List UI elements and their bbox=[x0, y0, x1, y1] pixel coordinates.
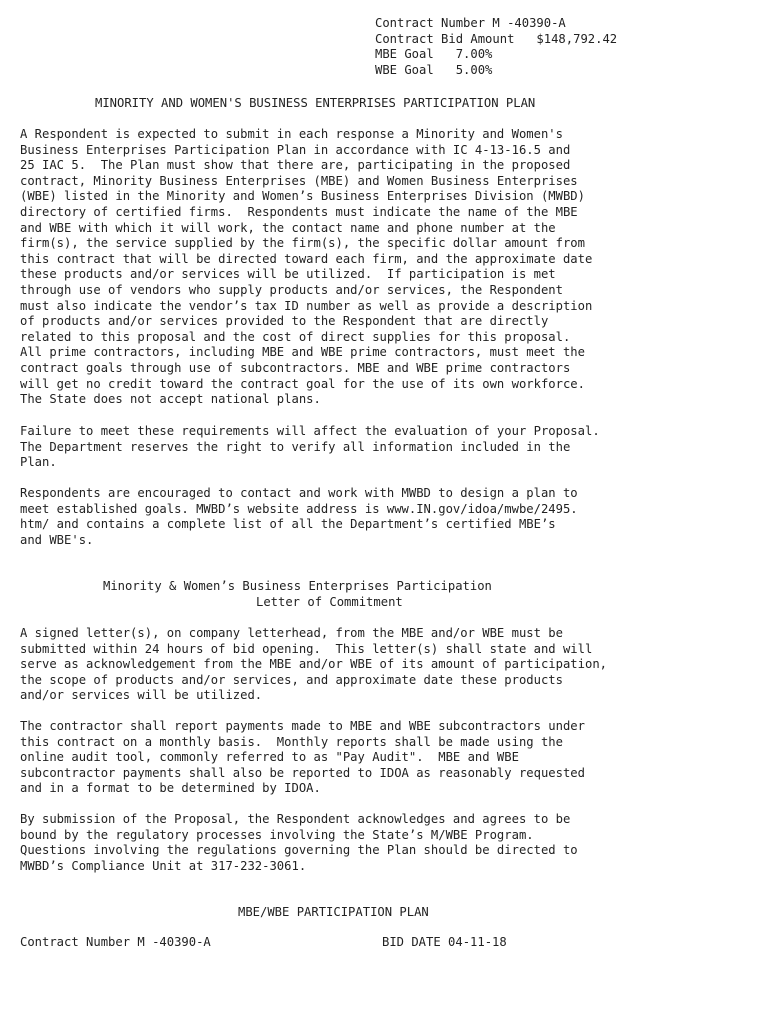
section2-title-line1: Minority & Women’s Business Enterprises Participation bbox=[103, 579, 492, 593]
text-line: Respondents are encouraged to contact and work with MWBD to design a plan to bbox=[20, 486, 578, 500]
text-line: and WBE with which it will work, the contact name and phone number at the bbox=[20, 220, 556, 235]
contract-bid-amount bbox=[375, 32, 617, 48]
wbe-goal: WBE Goal 5.00% bbox=[375, 62, 493, 77]
text-line: firm(s), the service supplied by the firm(s), the specific dollar amount from bbox=[20, 236, 585, 251]
section1-para3 bbox=[20, 486, 760, 548]
footer-bid-date: BID DATE 04-11-18 bbox=[382, 935, 507, 949]
text-line: and WBE's. bbox=[20, 532, 94, 547]
section2-para3 bbox=[20, 812, 760, 874]
footer-contract-number: Contract Number M -40390-A bbox=[20, 935, 211, 949]
text-line: 25 IAC 5. The Plan must show that there are, participating in the proposed bbox=[20, 158, 571, 173]
text-line: The State does not accept national plans. bbox=[20, 392, 321, 407]
text-line: and in a format to be determined by IDOA. bbox=[20, 781, 321, 796]
section2-title-line2: Letter of Commitment bbox=[256, 595, 403, 609]
text-line: meet established goals. MWBD’s website address is www.IN.gov/idoa/mwbe/2495. bbox=[20, 501, 578, 516]
mbe-goal: MBE Goal 7.00% bbox=[375, 47, 493, 61]
text-line: the scope of products and/or services, and approximate date these products bbox=[20, 672, 563, 687]
section2-para1 bbox=[20, 626, 760, 704]
text-line: and/or services will be utilized. bbox=[20, 688, 263, 703]
text-line: will get no credit toward the contract goal for the use of its own workforce. bbox=[20, 376, 585, 391]
section1-para1 bbox=[20, 127, 760, 408]
text-line: The contractor shall report payments made to MBE and WBE subcontractors under bbox=[20, 719, 585, 733]
text-line: subcontractor payments shall also be reported to IDOA as reasonably requested bbox=[20, 765, 585, 780]
section1-para2 bbox=[20, 424, 760, 471]
text-line: through use of vendors who supply products and/or services, the Respondent bbox=[20, 282, 563, 297]
contract-number: Contract Number M -40390-A bbox=[375, 16, 566, 30]
text-line: A Respondent is expected to submit in each response a Minority and Women's bbox=[20, 127, 563, 141]
text-line: of products and/or services provided to the Respondent that are directly bbox=[20, 314, 549, 329]
text-line: must also indicate the vendor’s tax ID number as well as provide a description bbox=[20, 298, 593, 313]
text-line: this contract on a monthly basis. Monthly reports shall be made using the bbox=[20, 734, 563, 749]
text-line: directory of certified firms. Respondents must indicate the name of the MBE bbox=[20, 204, 578, 219]
text-line: submitted within 24 hours of bid opening. This letter(s) shall state and will bbox=[20, 641, 593, 656]
text-line: Questions involving the regulations governing the Plan should be directed to bbox=[20, 843, 578, 858]
text-line: (WBE) listed in the Minority and Women’s Business Enterprises Division (MWBD) bbox=[20, 189, 585, 204]
text-line: All prime contractors, including MBE and WBE prime contractors, must meet the bbox=[20, 345, 585, 360]
text-line: A signed letter(s), on company letterhead, from the MBE and/or WBE must be bbox=[20, 626, 563, 640]
text-line: bound by the regulatory processes involving the State’s M/WBE Program. bbox=[20, 827, 534, 842]
text-line: online audit tool, commonly referred to as "Pay Audit". MBE and WBE bbox=[20, 750, 519, 765]
text-line: htm/ and contains a complete list of all the Department’s certified MBE’s bbox=[20, 517, 556, 532]
section1-title: MINORITY AND WOMEN'S BUSINESS ENTERPRISES PARTICIPATION PLAN bbox=[95, 96, 536, 110]
bid-amount-value: $148,792.42 bbox=[536, 31, 618, 46]
text-line: contract, Minority Business Enterprises (MBE) and Women Business Enterprises bbox=[20, 173, 578, 188]
text-line: this contract that will be directed toward each firm, and the approximate date bbox=[20, 251, 593, 266]
text-line: related to this proposal and the cost of direct supplies for this proposal. bbox=[20, 329, 571, 344]
section2-para2 bbox=[20, 719, 760, 797]
text-line: MWBD’s Compliance Unit at 317-232-3061. bbox=[20, 858, 307, 873]
text-line: serve as acknowledgement from the MBE and/or WBE of its amount of participation, bbox=[20, 657, 607, 672]
text-line: Failure to meet these requirements will affect the evaluation of your Proposal. bbox=[20, 424, 600, 438]
contract-header bbox=[375, 16, 617, 78]
footer-title: MBE/WBE PARTICIPATION PLAN bbox=[238, 905, 429, 919]
text-line: these products and/or services will be utilized. If participation is met bbox=[20, 267, 556, 282]
text-line: The Department reserves the right to verify all information included in the bbox=[20, 439, 571, 454]
text-line: Business Enterprises Participation Plan in accordance with IC 4-13-16.5 and bbox=[20, 142, 571, 157]
text-line: Plan. bbox=[20, 455, 57, 470]
bid-amount-label: Contract Bid Amount bbox=[375, 31, 515, 46]
text-line: contract goals through use of subcontractors. MBE and WBE prime contractors bbox=[20, 360, 571, 375]
text-line: By submission of the Proposal, the Respondent acknowledges and agrees to be bbox=[20, 812, 571, 826]
